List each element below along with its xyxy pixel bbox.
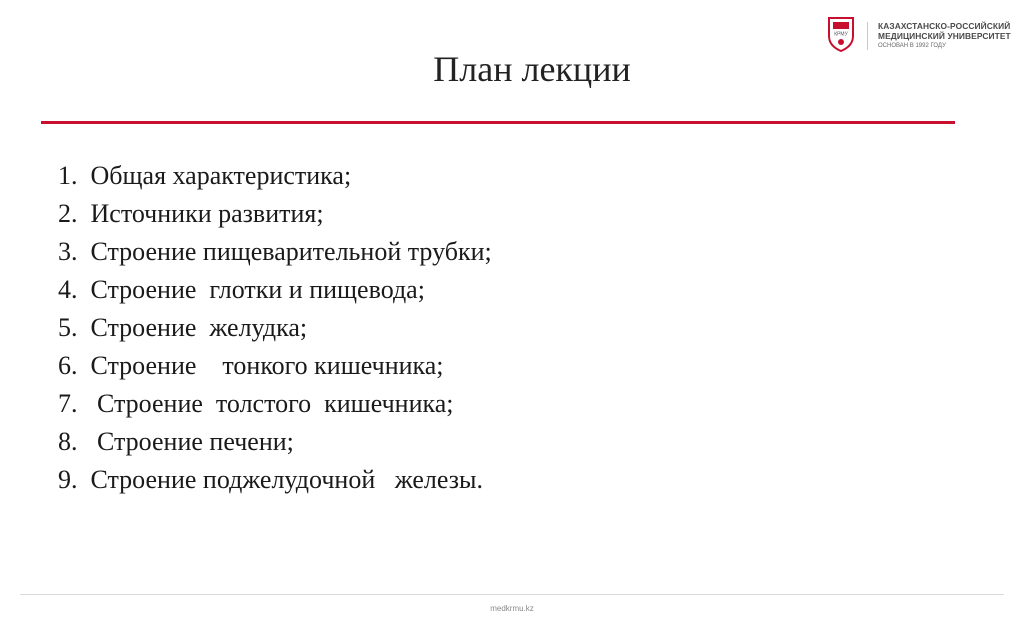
- footer-site: medkrmu.kz: [490, 604, 534, 613]
- university-founded: ОСНОВАН В 1992 ГОДУ: [878, 43, 946, 49]
- plan-item: 8. Строение печени;: [58, 427, 294, 456]
- lecture-plan-list: [58, 157, 492, 499]
- title-divider: [41, 121, 955, 124]
- university-emblem-icon: [826, 16, 856, 52]
- plan-item: 4. Строение глотки и пищевода;: [58, 275, 425, 304]
- emblem-text: КРМУ: [834, 31, 848, 38]
- plan-item: 6. Строение тонкого кишечника;: [58, 351, 444, 380]
- plan-item: 2. Источники развития;: [58, 199, 324, 228]
- slide-title: План лекции: [433, 49, 631, 89]
- footer-divider: [20, 594, 1004, 595]
- plan-item: 9. Строение поджелудочной железы.: [58, 465, 483, 494]
- plan-item: 5. Строение желудка;: [58, 313, 308, 342]
- logo-divider: [867, 22, 868, 50]
- plan-item: 3. Строение пищеварительной трубки;: [58, 237, 492, 266]
- university-name-line2: МЕДИЦИНСКИЙ УНИВЕРСИТЕТ: [878, 31, 1011, 41]
- plan-item: 1. Общая характеристика;: [58, 161, 352, 190]
- plan-item: 7. Строение толстого кишечника;: [58, 389, 454, 418]
- university-name-line1: КАЗАХСТАНСКО-РОССИЙСКИЙ: [878, 21, 1011, 31]
